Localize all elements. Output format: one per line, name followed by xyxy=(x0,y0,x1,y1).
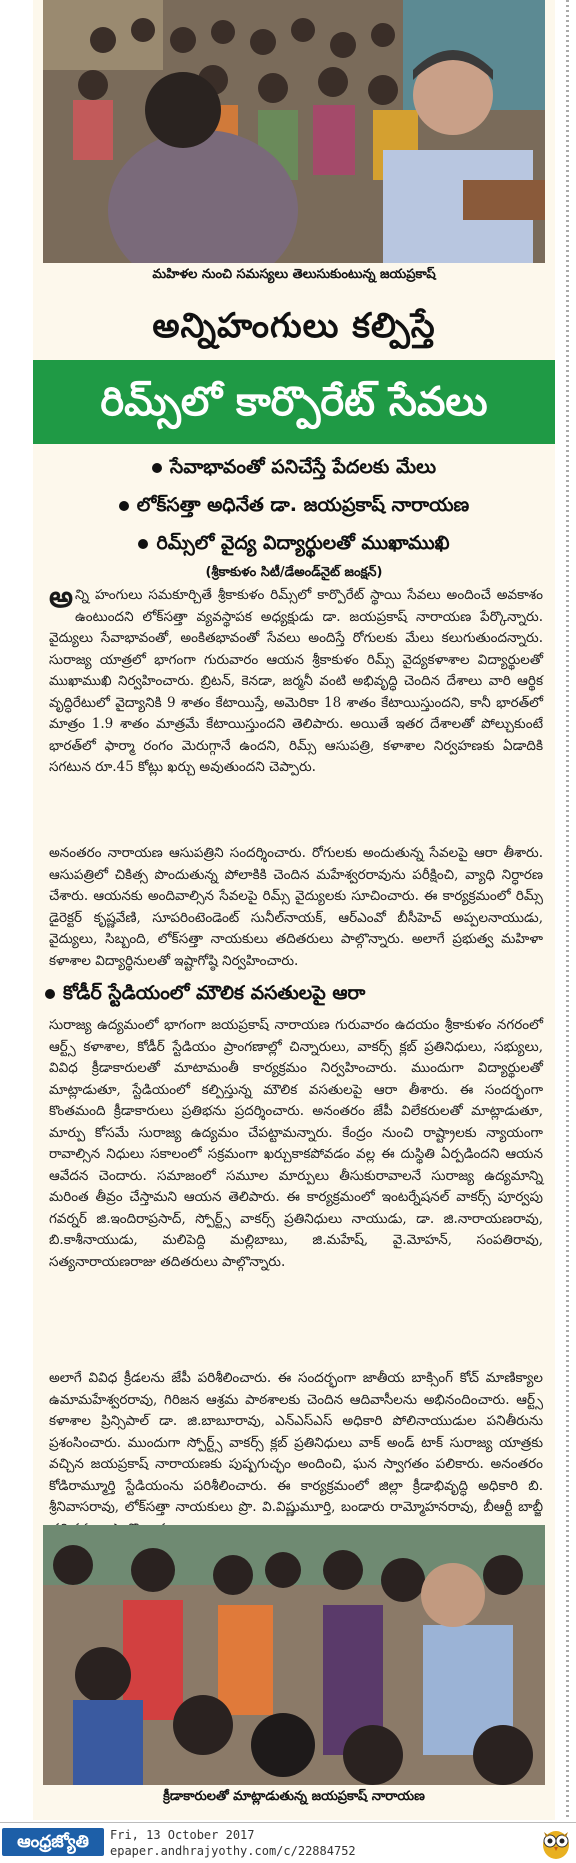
top-photo xyxy=(43,0,545,263)
headline-kicker: అన్నిహంగులు కల్పిస్తే xyxy=(152,306,436,346)
article-paragraph: అలాగే వివిధ క్రీడలను జేపీ పరిశీలించారు. ఈ సందర్భంగా జాతీయ బాక్సింగ్ కోచ్ మాణిక్యాల ఉమామహేశ్వరరావు, గిరిజన ఆశ్రమ పాఠశాలకు చెందిన ఆదివాసీలను అభినందించారు. ఆర్ట్స్ కళాశాల ప్రిన్సిపాల్ డా. జి.బాబూరావు, ఎన్‌ఎస్‌ఎస్ అధికారి పోలినాయుడుల పనితీరును ప్రశంసించారు. ముందుగా స్పోర్ట్స్ వాకర్స్ క్లబ్ ప్రతినిధులు వాక్ అండ్ టాక్ సురాజ్య యాత్రకు వచ్చిన జయప్రకాష్ నారాయణకు పుష్పగుచ్ఛం అందించి, ఘన స్వాగతం పలికారు. అనంతరం కోడిరామ్మూర్తి స్టేడియంను పరిశీలించారు. ఈ కార్యక్రమంలో జిల్లా క్రీడాభివృద్ధి అధికారి బి. శ్రీనివాసరావు, లోక్‌సత్తా నాయకులు ప్రొ. వి.విష్ణుమూర్తి, బండారు రామ్మోహనరావు, బీఆర్టీ బాబ్జీ xyxy=(49,1370,543,1515)
andhrajyothy-logo[interactable]: ఆంధ్రజ్యోతి xyxy=(2,1828,104,1856)
dateline: (శ్రీకాకుళం సిటీ/డేఅండ్‌నైట్ జంక్షన్) xyxy=(205,565,383,580)
section-subhead: కోడీర్ స్టేడియంలో మౌలిక వసతులపై ఆరా xyxy=(45,982,545,1009)
article-paragraph: అనంతరం నారాయణ ఆసుపత్రిని సందర్శించారు. రోగులకు అందుతున్న సేవలపై ఆరా తీశారు. ఆసుపత్రిలో చికిత్స పొందుతున్న పోలాకికి చెందిన మహేశ్వరరావును పరీక్షించి, వ్యాధి నిర్ధారణ చేశారు. ఆయనకు అందివాల్సిన సేవలపై రిమ్స్ వైద్యులకు సూచించారు. ఈ కార్యక్రమంలో రిమ్స్ డైరెక్టర్ కృష్ణవేణి, సూపరింటెండెంట్ సునీల్‌నాయక్, ఆర్‌ఎంవో బీసీహెచ్ అప్పలనాయుడు, వైద్యులు, సిబ్బంది, లోక్‌సత్తా నాయకులు తదితరులు పాల్గొన్నారు. అలాగే ప్రభుత్వ మహిళా కళాశాల విద్యార్థినులతో ఇష్టాగోష్ఠి నిర్వహించారు. xyxy=(49,845,543,969)
epaper-footer xyxy=(0,1822,576,1863)
bottom-photo-caption: క్రీడాకారులతో మాట్లాడుతున్న జయప్రకాష్ నారాయణ xyxy=(163,1789,425,1804)
article-paragraph: సురాజ్య ఉద్యమంలో భాగంగా జయప్రకాష్ నారాయణ గురువారం ఉదయం శ్రీకాకుళం నగరంలో ఆర్ట్స్ కళాశాల, కోడీర్ స్టేడియం ప్రాంగణాల్లో చిన్నారులు, వాకర్స్ క్లబ్ ప్రతినిధులు, సభ్యులు, వివిధ క్రీడాకారులతో మాటామంతీ కార్యక్రమం నిర్వహించారు. ముందుగా విద్యార్థులతో మాట్లాడుతూ, స్టేడియంలో కల్పిస్తున్న మౌలిక వసతులపై ఆరా తీశారు. ఈ సందర్భంగా కొంతమంది క్రీడాకారులు ప్రతిభను ప్రదర్శించారు. అనంతరం జేపీ విలేకరులతో మాట్లాడుతూ, మార్పు కోసమే సురాజ్య ఉద్యమం చేపట్టామన్నారు. కేంద్రం నుంచి రాష్ట్రాలకు న్యాయంగా రావాల్సిన నిధులు సకాలంలో సక్రమంగా ఖర్చుకాకపోవడం వల్ల ఈ దుస్థితి ఏర్పడిందని ఆయన ఆవేదన చెందారు. సమాజంలో సమూల మార్పులు తీసుకురావాలనే సురాజ్య ఉద్యమాన్ని మరింత తీవ్రం చేస్తామని ఆయన తెలిపారు. ఈ కార్యక్రమంలో ఇంటర్నేషనల్ వాకర్స్ పూర్వపు గవర్నర్ జి.ఇందిరాప్రసాద్, స్పోర్ట్స్ వాకర్స్ ప్రతినిధులు నాయుడు, డా. జి.నారాయణరావు, బి.కాశీనాయుడు, మలిపెద్ది మల్లిబాబు, జి.మహేష్, వై.మోహన్, సంపతిరావు, సత్యనారాయణరాజు తదితరులు పాల్గొన్నారు. xyxy=(49,1017,543,1270)
news-clipping xyxy=(33,0,555,1820)
edition-date: Fri, 13 October 2017 xyxy=(110,1828,255,1842)
crowd-photo-illustration xyxy=(43,0,545,263)
bullet-item: రిమ్స్‌లో వైద్య విద్యార్థులతో ముఖాముఖి xyxy=(33,524,555,562)
page-edge-rule xyxy=(566,0,569,1820)
article-paragraph: అన్ని హంగులు సమకూర్చితే శ్రీకాకుళం రిమ్స్‌లో కార్పొరేట్ స్థాయి సేవలు అందించే అవకాశం ఉంటుందని లోక్‌సత్తా వ్యవస్థాపక అధ్యక్షుడు డా. జయప్రకాష్ నారాయణ పేర్కొన్నారు. వైద్యులు సేవాభావంతో, అంకితభావంతో సేవలు అందిస్తే రోగులకు మేలు కలుగుతుందన్నారు. సురాజ్య యాత్రలో భాగంగా గురువారం ఆయన శ్రీకాకుళం రిమ్స్ వైద్యకళాశాల విద్యార్థులతో ముఖాముఖి నిర్వహించారు. బ్రిటన్, కెనడా, జర్మనీ వంటి అభివృద్ధి చెందిన దేశాలు వారి ఆర్థిక వృద్ధిరేటులో వైద్యానికి 9 శాతం కేటాయిస్తే, అమెరికా 18 శాతం కేటాయిస్తుందని, కానీ భారత్‌లో మాత్రం 1.9 శాతం మాత్రమే కేటాయిస్తుందని తెలిపారు. అయితే ఇతర దేశాలతో పోల్చుకుంటే భారత్‌లో ఫార్మా రంగం మెరుగ్గానే ఉందని, రిమ్స్ ఆసుపత్రి, కళాశాల నిర్వహణకు ఏడాదికి సగటున రూ.45 కోట్లు ఖర్చు అవుతుందని చెప్పారు. xyxy=(49,580,543,775)
epaper-link[interactable]: epaper.andhrajyothy.com/c/22884752 xyxy=(110,1844,356,1858)
highlight-bullets xyxy=(33,448,555,562)
bullet-item: లోక్‌సత్తా అధినేత డా. జయప్రకాష్ నారాయణ xyxy=(33,486,555,524)
owl-icon xyxy=(540,1826,572,1860)
top-photo-caption: మహిళల నుంచి సమస్యలు తెలుసుకుంటున్న జయప్రకాష్ xyxy=(152,267,436,282)
bullet-dot-icon xyxy=(152,463,162,473)
bullet-dot-icon xyxy=(45,989,55,999)
main-headline: రిమ్స్‌లో కార్పొరేట్ సేవలు xyxy=(33,360,555,444)
bullet-dot-icon xyxy=(138,539,148,549)
footer-divider xyxy=(0,1822,576,1823)
bullet-item: సేవాభావంతో పనిచేస్తే పేదలకు మేలు xyxy=(33,448,555,486)
athletes-photo-illustration xyxy=(43,1525,545,1785)
drop-cap: అ xyxy=(49,580,73,615)
bottom-photo xyxy=(43,1525,545,1785)
bullet-dot-icon xyxy=(119,501,129,511)
